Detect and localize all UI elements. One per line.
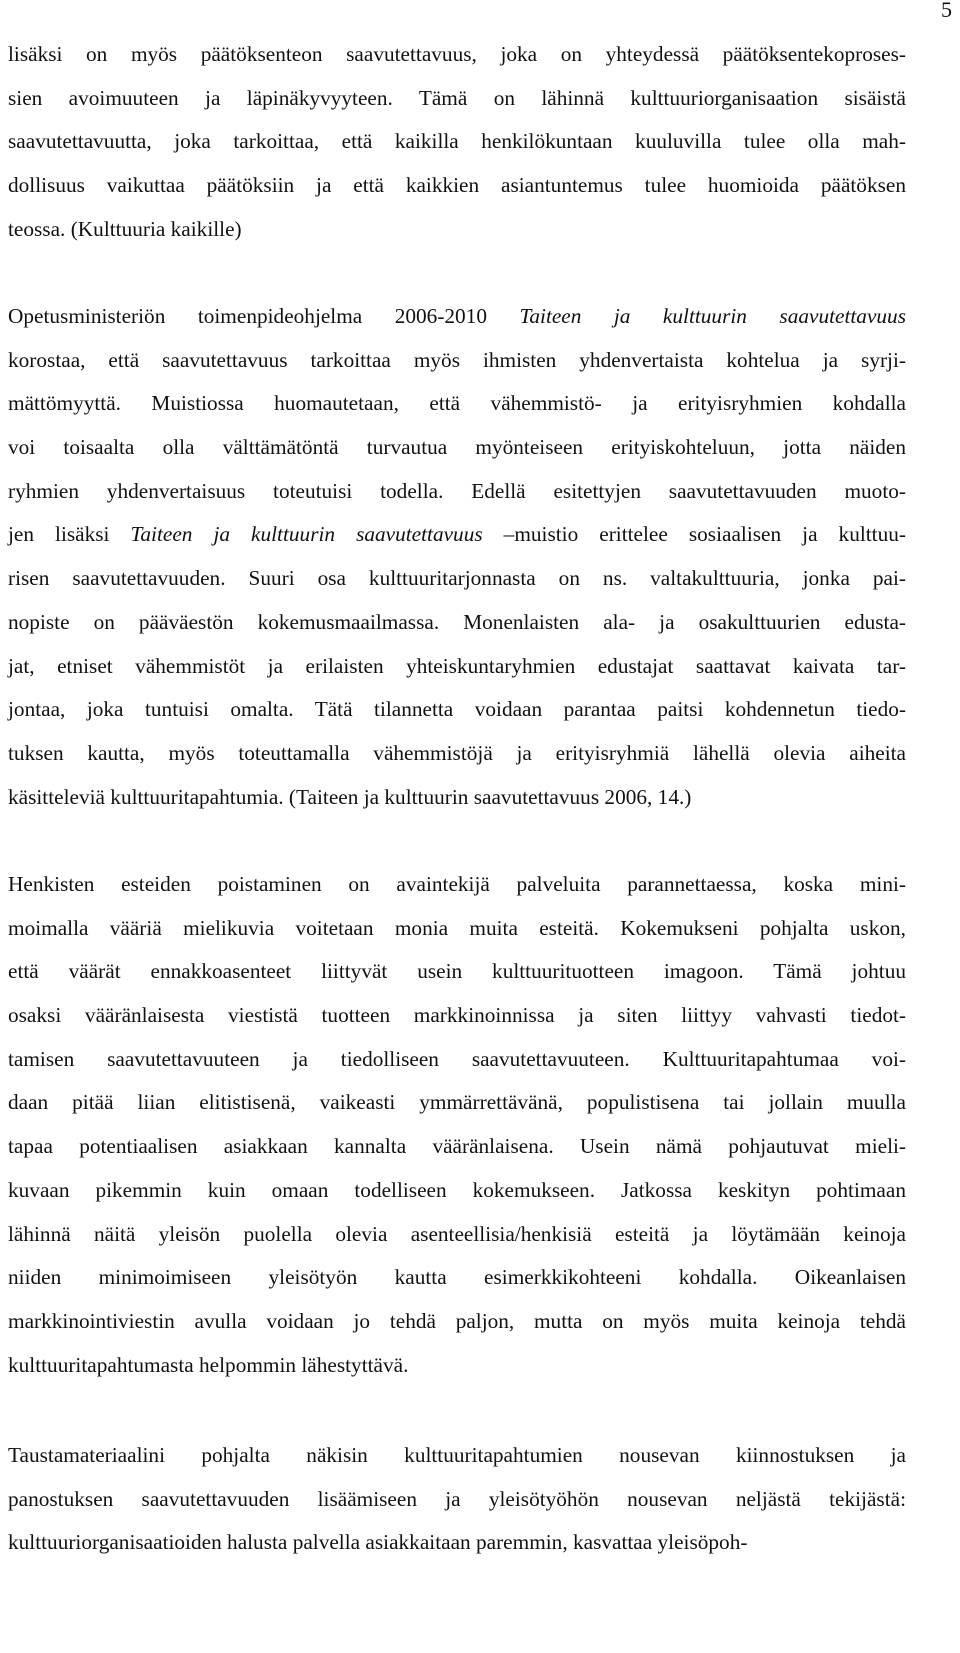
text-line [8, 1344, 906, 1388]
text-line [8, 382, 906, 426]
text-segment: markkinointiviestin avulla voidaan jo tehdä paljon, mutta on myös muita keinoja tehdä [8, 1308, 906, 1333]
paragraph-2 [8, 295, 906, 819]
text-segment: ryhmien yhdenvertaisuus toteutuisi todella. Edellä esitettyjen saavutettavuuden muoto- [8, 478, 906, 503]
text-line [8, 645, 906, 689]
text-line [8, 513, 906, 557]
text-segment: lähinnä näitä yleisön puolella olevia asenteellisia/henkisiä esteitä ja löytämään keinoja [8, 1221, 906, 1246]
text-segment: saavutettavuutta, joka tarkoittaa, että kaikilla henkilökuntaan kuuluvilla tulee olla mah- [8, 129, 906, 154]
text-line [8, 688, 906, 732]
text-segment: voi toisaalta olla välttämätöntä turvautua myönteiseen erityiskohteluun, jotta näiden [8, 435, 906, 460]
text-segment: tuksen kautta, myös toteuttamalla vähemmistöjä ja erityisryhmiä lähellä olevia aiheita [8, 740, 906, 765]
text-line [8, 1081, 906, 1125]
text-line [8, 164, 906, 208]
text-line [8, 1478, 906, 1522]
text-line [8, 1125, 906, 1169]
text-line [8, 1521, 906, 1565]
text-segment: jontaa, joka tuntuisi omalta. Tätä tilannetta voidaan parantaa paitsi kohdennetun tiedo- [8, 697, 906, 722]
text-segment: nopiste on pääväestön kokemusmaailmassa. Monenlaisten ala- ja osakulttuurien edusta- [8, 609, 906, 634]
paragraph-1 [8, 33, 906, 251]
text-line [8, 1300, 906, 1344]
text-line [8, 1256, 906, 1300]
text-line [8, 776, 906, 820]
text-line [8, 1038, 906, 1082]
text-segment: kulttuuritapahtumasta helpommin lähestyttävä. [8, 1352, 409, 1377]
text-segment: –muistio erittelee sosiaalisen ja kulttuu- [482, 522, 906, 547]
paragraph-3 [8, 863, 906, 1387]
text-segment: lisäksi on myös päätöksenteon saavutettavuus, joka on yhteydessä päätöksentekoproses- [8, 42, 906, 66]
text-segment: korostaa, että saavutettavuus tarkoittaa myös ihmisten yhdenvertaista kohtelua ja syrji- [8, 347, 906, 372]
text-line [8, 1434, 906, 1478]
text-line [8, 470, 906, 514]
text-segment: kulttuuriorganisaatioiden halusta palvella asiakkaitaan paremmin, kasvattaa yleisöpoh- [8, 1530, 748, 1555]
text-segment: Taustamateriaalini pohjalta näkisin kulttuuritapahtumien nousevan kiinnostuksen ja [8, 1443, 906, 1467]
text-segment: tapaa potentiaalisen asiakkaan kannalta vääränlaisena. Usein nämä pohjautuvat mieli- [8, 1134, 906, 1159]
text-line [8, 77, 906, 121]
text-line [8, 863, 906, 907]
text-segment: osaksi vääränlaisesta viestistä tuotteen markkinoinnissa ja siten liittyy vahvasti tiedot- [8, 1003, 906, 1028]
text-line [8, 1213, 906, 1257]
text-line [8, 426, 906, 470]
italic-title: Taiteen ja kulttuurin saavutettavuus [130, 522, 483, 547]
text-segment: moimalla vääriä mielikuvia voitetaan monia muita esteitä. Kokemukseni pohjalta uskon, [8, 915, 906, 940]
text-segment: että väärät ennakkoasenteet liittyvät usein kulttuurituotteen imagoon. Tämä johtuu [8, 959, 906, 984]
text-segment: käsitteleviä kulttuuritapahtumia. (Taiteen ja kulttuurin saavutettavuus 2006, 14.) [8, 784, 692, 809]
text-segment: Henkisten esteiden poistaminen on avaintekijä palveluita parannettaessa, koska mini- [8, 872, 906, 896]
text-line [8, 601, 906, 645]
text-segment: sien avoimuuteen ja läpinäkyvyyteen. Tämä on lähinnä kulttuuriorganisaation sisäistä [8, 85, 906, 110]
text-segment: kuvaan pikemmin kuin omaan todelliseen kokemukseen. Jatkossa keskityn pohtimaan [8, 1177, 906, 1202]
text-line [8, 907, 906, 951]
text-segment: Opetusministeriön toimenpideohjelma 2006-2010 [8, 304, 520, 328]
italic-title: Taiteen ja kulttuurin saavutettavuus [519, 304, 906, 328]
text-line [8, 33, 906, 77]
text-segment: tamisen saavutettavuuteen ja tiedolliseen saavutettavuuteen. Kulttuuritapahtumaa voi- [8, 1046, 906, 1071]
text-segment: niiden minimoimiseen yleisötyön kautta esimerkkikohteeni kohdalla. Oikeanlaisen [8, 1265, 906, 1290]
text-segment: panostuksen saavutettavuuden lisäämiseen ja yleisötyöhön nousevan neljästä tekijästä: [8, 1486, 906, 1511]
text-segment: dollisuus vaikuttaa päätöksiin ja että kaikkien asiantuntemus tulee huomioida päätöksen [8, 173, 906, 198]
text-line [8, 557, 906, 601]
text-line [8, 120, 906, 164]
text-segment: jat, etniset vähemmistöt ja erilaisten yhteiskuntaryhmien edustajat saattavat kaivata tar- [8, 653, 906, 678]
text-segment: daan pitää liian elitistisenä, vaikeasti ymmärrettävänä, populistisena tai jollain muulla [8, 1090, 906, 1115]
text-segment: mättömyyttä. Muistiossa huomautetaan, että vähemmistö- ja erityisryhmien kohdalla [8, 391, 906, 416]
text-line [8, 339, 906, 383]
text-line [8, 732, 906, 776]
text-line [8, 994, 906, 1038]
text-segment: risen saavutettavuuden. Suuri osa kulttuuritarjonnasta on ns. valtakulttuuria, jonka pai- [8, 566, 906, 591]
text-line [8, 950, 906, 994]
text-segment: jen lisäksi [8, 522, 131, 547]
text-line [8, 208, 906, 252]
text-line [8, 1169, 906, 1213]
text-line [8, 295, 906, 339]
text-segment: teossa. (Kulttuuria kaikille) [8, 216, 242, 241]
page-number: 5 [941, 0, 952, 22]
paragraph-4 [8, 1434, 906, 1565]
